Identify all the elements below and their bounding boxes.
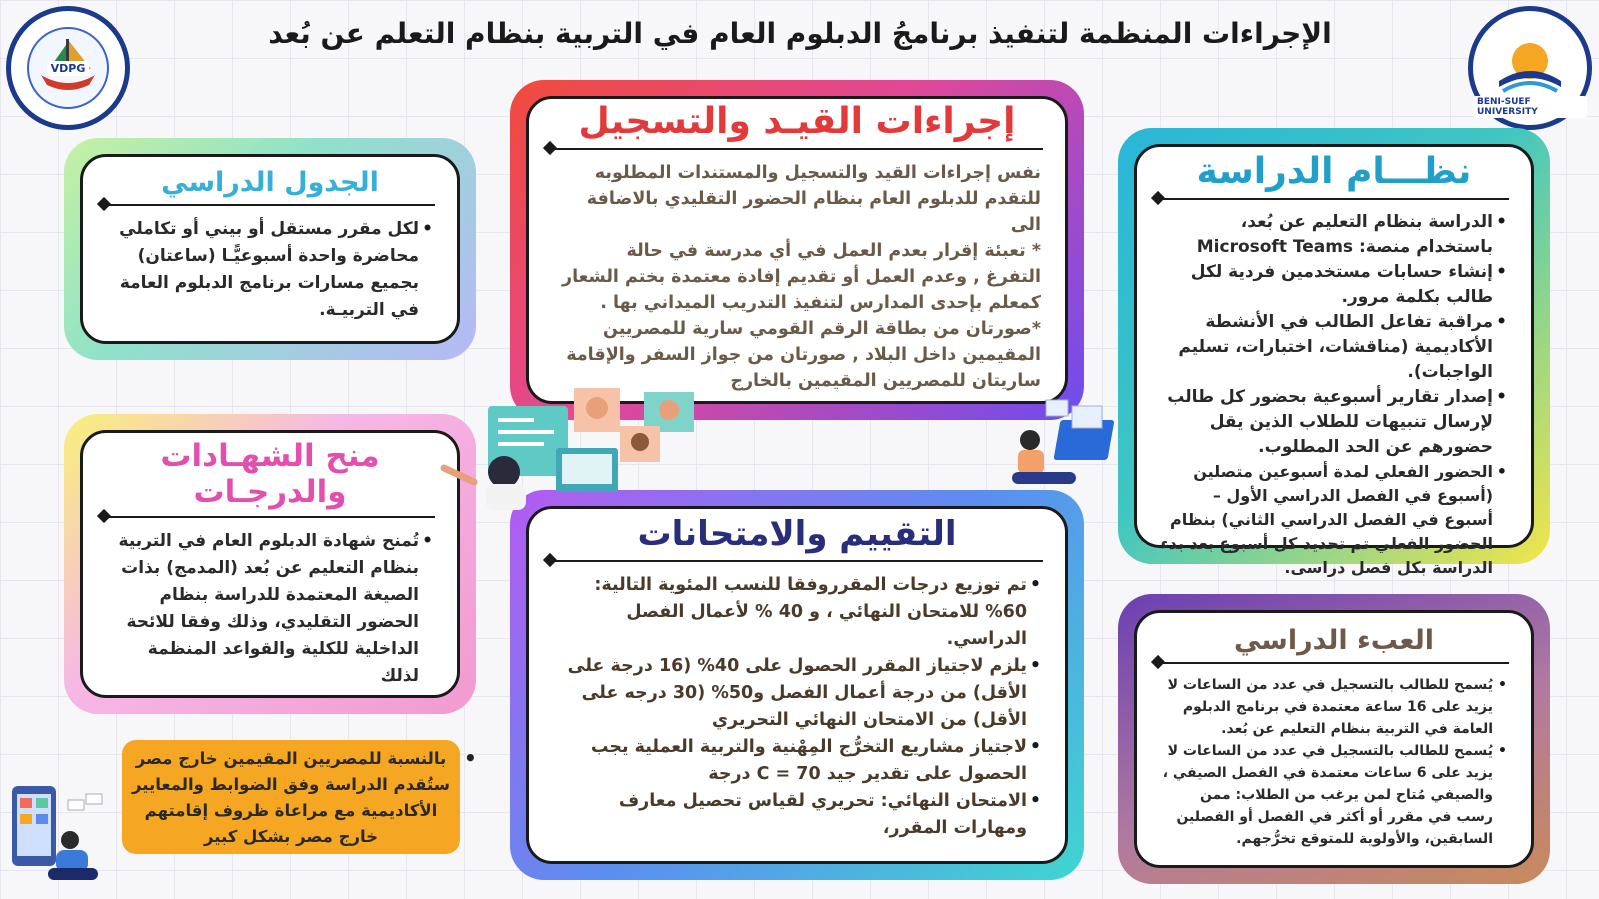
text-line: للتقدم للدبلوم العام بنظام الحضور التقليدي بالاضافة الى	[586, 189, 1041, 236]
schedule-card	[64, 138, 476, 360]
list-item: • يُسمح للطالب بالتسجيل في عدد من الساعات لا يزيد على 6 ساعات معتمدة في الفصل الصيفي ، والصيفي مُتاح لمن يرغب من الطلاب: ممن رسب في مقرر أو أكثر في الفصل أو الفصلين السابقين، والأولوية للمتوقع تخرُّجهم.	[1159, 740, 1507, 850]
list-item: • مراقبة تفاعل الطالب في الأنشطة الأكاديمية (مناقشات، اختبارات، تسليم الواجبات).	[1159, 310, 1507, 385]
certificates-card	[64, 414, 476, 714]
exams-title: التقييم والامتحانات	[637, 514, 957, 554]
title-divider	[551, 148, 1043, 150]
title-divider	[1159, 662, 1509, 664]
text-line: *صورتان من بطاقة الرقم القومي سارية للمصريين	[603, 319, 1041, 340]
laptop-worker-illustration-icon	[1002, 400, 1124, 492]
title-divider	[1159, 198, 1509, 200]
exams-list	[529, 572, 1065, 842]
list-item: • الامتحان النهائي: تحريري لقياس تحصيل معارف ومهارات المقرر،	[551, 788, 1041, 842]
text-line: ساريتان للمصريين المقيمين بالخارج	[730, 371, 1041, 392]
text-line: كمعلم بإحدى المدارس لتنفيذ التدريب الميداني بها .	[600, 293, 1041, 314]
list-item: • الدراسة بنظام التعليم عن بُعد، باستخدام منصة: Microsoft Teams	[1159, 210, 1507, 260]
study-system-card	[1118, 128, 1550, 578]
registration-card	[510, 80, 1084, 420]
text-line: التفرغ , وعدم العمل أو تقديم إفادة معتمدة بختم الشعار	[562, 267, 1041, 288]
study-load-title: العبء الدراسي	[1233, 625, 1435, 656]
list-item: • الحضور الفعلي لمدة أسبوعين متصلين (أسبوع في الفصل الدراسي الأول – أسبوع في الفصل الدراسي الثاني) بنظام الحضور الفعلي تم تحديد كل أسبوع بعد بدء الدراسة بكل فصل دراسى.	[1159, 460, 1507, 580]
study-load-list	[1137, 674, 1531, 850]
study-system-list	[1137, 210, 1531, 580]
study-system-title: نظـــام الدراسة	[1196, 151, 1472, 192]
schedule-list	[83, 216, 457, 324]
list-item: • إصدار تقارير أسبوعية بحضور كل طالب لإرسال تنبيهات للطلاب الذين يقل حضورهم عن الحد المطلوب.	[1159, 385, 1507, 460]
text-line: المقيمين داخل البلاد , صورتان من جواز السفر والإقامة	[566, 345, 1041, 366]
text-line: نفس إجراءات القيد والتسجيل والمستندات المطلوبه	[594, 163, 1041, 184]
list-item: • تُمنح شهادة الدبلوم العام في التربية بنظام التعليم عن بُعد (المدمج) بذات الصيغة المعتمدة للدراسة بنظام الحضور التقليدي، وذلك وفقا للائحة الداخلية للكلية والقواعد المنظمة لذلك	[105, 528, 433, 690]
exams-card	[510, 490, 1084, 880]
list-item: • لكل مقرر مستقل أو بيني أو تكاملي محاضرة واحدة أسبوعيًّـا (ساعتان) بجميع مسارات برنامج الدبلوم العامة في التربيـة.	[105, 216, 433, 324]
certificates-title: منح الشهـادات والدرجـات	[160, 438, 380, 510]
list-item: • لاجتياز مشاريع التخرُّج المِهْنية والتربية العملية يجب الحصول على تقدير جيد C = 70 درجة	[551, 734, 1041, 788]
online-meeting-illustration-icon	[434, 386, 698, 512]
abroad-note: بالنسبة للمصريين المقيمين خارج مصر ستُقدم الدراسة وفق الضوابط والمعايير الأكاديمية مع مراعاة ظروف إقامتهم خارج مصر بشكل كبير	[122, 740, 460, 854]
certificates-list	[83, 528, 457, 690]
list-item: • يُسمح للطالب بالتسجيل في عدد من الساعات لا يزيد على 16 ساعة معتمدة في برنامج الدبلوم العامة في التربية بنظام التعليم عن بُعد.	[1159, 674, 1507, 740]
registration-text	[529, 160, 1065, 394]
list-item: • إنشاء حسابات مستخدمين فردية لكل طالب بكلمة مرور.	[1159, 260, 1507, 310]
list-item: • يلزم لاجتياز المقرر الحصول على 40% (16 درجة على الأقل) من درجة أعمال الفصل و50% (30 درجه على الأقل) من الامتحان النهائي التحريري	[551, 653, 1041, 734]
schedule-title: الجدول الدراسي	[161, 167, 379, 198]
study-load-card	[1118, 594, 1550, 884]
registration-title: إجراءات القيـد والتسجيل	[578, 101, 1016, 142]
title-divider	[551, 560, 1043, 562]
text-line: * تعبئة إقرار بعدم العمل في أي مدرسة في حالة	[626, 241, 1041, 262]
faculty-logo	[6, 6, 130, 130]
list-item: • تم توزيع درجات المقرروفقا للنسب المئوية التالية: 60% للامتحان النهائي ، و 40 % لأعمال الفصل الدراسي.	[551, 572, 1041, 653]
page-title: الإجراءات المنظمة لتنفيذ برنامجُ الدبلوم العام في التربية بنظام التعلم عن بُعد	[268, 17, 1332, 50]
mobile-user-illustration-icon	[8, 784, 108, 884]
note-bullet-icon: •	[464, 746, 477, 770]
title-divider	[105, 204, 435, 206]
logo-right-text: BENI-SUEF UNIVERSITY	[1473, 96, 1587, 118]
logo-left-text: VDPG	[47, 61, 90, 76]
university-logo	[1468, 6, 1592, 130]
title-divider	[105, 516, 435, 518]
